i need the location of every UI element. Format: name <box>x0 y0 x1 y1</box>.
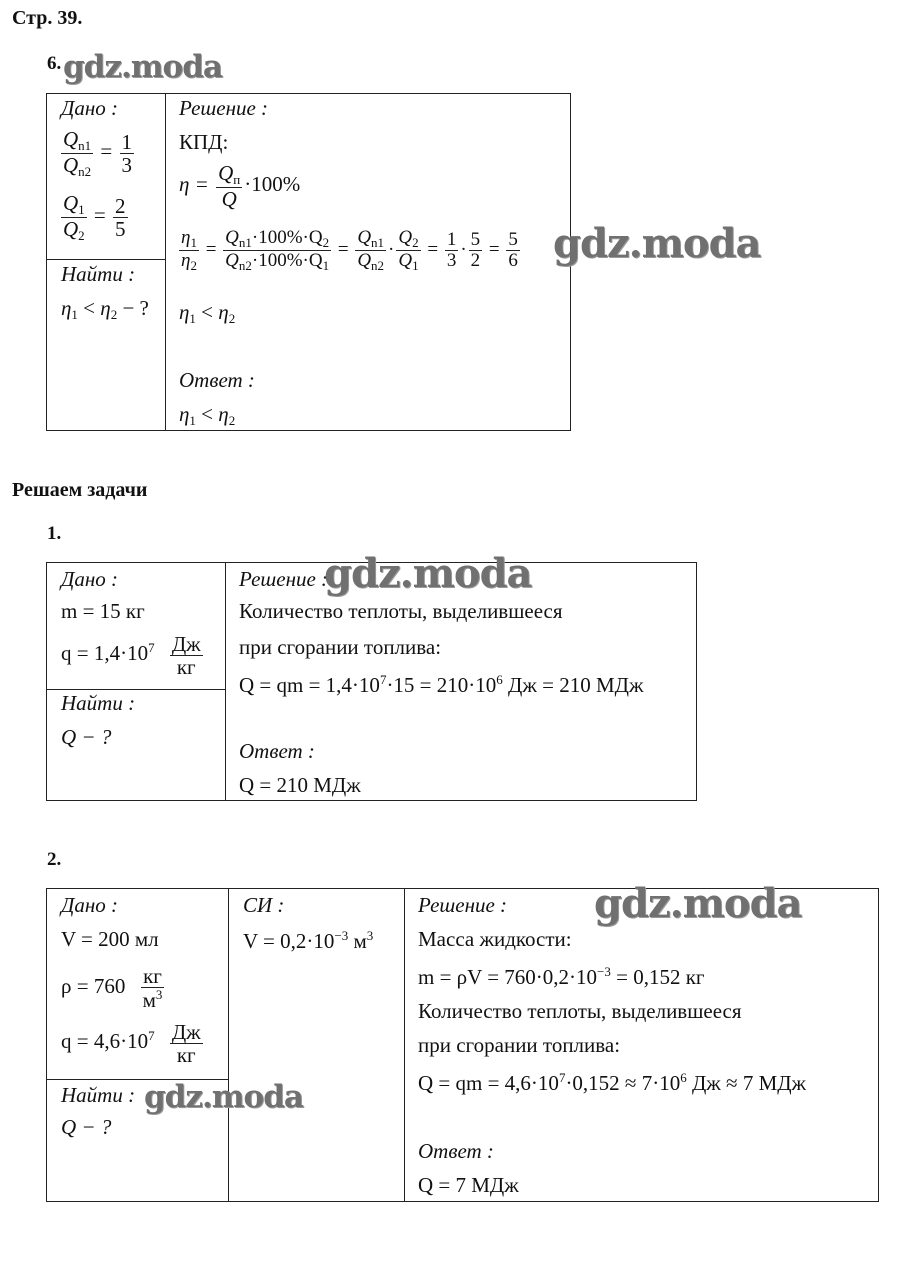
answer-label: Ответ : <box>179 368 255 392</box>
answer-value: Q = 210 МДж <box>239 773 361 797</box>
given-mass: m = 15 кг <box>61 599 145 623</box>
solution-line-1: Количество теплоты, выделившееся <box>418 999 742 1023</box>
page-title: Стр. 39. <box>12 7 83 29</box>
task2-number: 2. <box>47 849 62 870</box>
task1-number: 1. <box>47 523 62 544</box>
given-specific-heat: $q = 4,6\cdot 10^7$ $\frac{Дж}{кг}$ <box>61 1020 201 1068</box>
task6-table <box>46 93 571 431</box>
mass-calculation: $m = \rho V = 760\cdot 0,2\cdot 10^{-3} = 0,152$ кг <box>418 964 705 989</box>
given-ratio-1: $\frac{Q_{n1}}{Q_{n2}}$ = $\frac{1}{3}$ <box>63 127 133 179</box>
comparison-result: $\eta_1 < \eta_2$ <box>179 300 236 326</box>
task2-table <box>46 888 879 1202</box>
task1-table <box>46 562 697 801</box>
given-specific-heat: $q = 1,4\cdot 10^7$ $\frac{Дж}{кг}$ <box>61 632 201 680</box>
kpd-label: КПД: <box>179 130 229 154</box>
given-volume: V = 200 мл <box>61 927 159 951</box>
answer-label: Ответ : <box>418 1139 494 1163</box>
find-label: Найти : <box>61 1083 136 1107</box>
given-ratio-2: $\frac{Q_1}{Q_2}$ = $\frac{2}{5}$ <box>63 191 126 243</box>
given-label: Дано : <box>61 893 119 917</box>
solution-label: Решение : <box>179 96 269 120</box>
solution-line-2: при сгорании топлива: <box>418 1033 621 1057</box>
solution-line-2: при сгорании топлива: <box>239 635 442 659</box>
efficiency-formula: η = $\frac{Q_п}{Q}$ ·100% <box>179 161 301 211</box>
given-density: ρ = 760 $\frac{кг}{м^3}$ <box>61 964 163 1013</box>
solution-label: Решение : <box>239 567 329 591</box>
section-title: Решаем задачи <box>12 479 148 501</box>
heat-calculation: Q = qm = $1,4\cdot 10^7\cdot 15 = 210\cdot 10^6$ Дж = 210 МДж <box>239 672 644 697</box>
find-label: Найти : <box>61 262 136 286</box>
efficiency-ratio-formula: $\frac{\eta_1}{\eta_2}$ = $\frac{Q_{n1}\cdot 100\%\cdot Q_2}{Q_{n2}\cdot 100\%\cdot Q_1}$ = $\frac{Q_{n1}}{Q_{n2}}$ · $\frac{Q_2}{Q_1}$ = $\frac{1}{3}$ · $\frac{5}{2}$ = $\frac{5}{6}$ <box>181 227 518 273</box>
answer-label: Ответ : <box>239 739 315 763</box>
watermark: gdz.moda <box>144 1079 303 1115</box>
solution-line-1: Количество теплоты, выделившееся <box>239 599 563 623</box>
heat-calculation: Q = qm = $4,6\cdot 10^7\cdot 0,152 \approx 7\cdot 10^6$ Дж ≈ 7 МДж <box>418 1070 807 1095</box>
watermark: gdz.moda <box>63 49 222 85</box>
watermark: gdz.moda <box>553 220 761 267</box>
si-value: $V = 0,2\cdot 10^{-3}$ $м^3$ <box>243 928 374 953</box>
find-value: Q − ? <box>61 725 112 749</box>
find-value: Q − ? <box>61 1115 112 1139</box>
find-value: $\eta_1 < \eta_2$ − ? <box>61 296 149 322</box>
answer-value: Q = 7 МДж <box>418 1173 519 1197</box>
given-label: Дано : <box>61 567 119 591</box>
answer-value: $\eta_1 < \eta_2$ <box>179 402 236 428</box>
given-label: Дано : <box>61 96 119 120</box>
watermark: gdz.moda <box>594 880 802 927</box>
mass-label: Масса жидкости: <box>418 927 572 951</box>
watermark: gdz.moda <box>324 550 532 597</box>
task6-number: 6. <box>47 53 62 74</box>
find-label: Найти : <box>61 691 136 715</box>
solution-label: Решение : <box>418 893 508 917</box>
si-label: СИ : <box>243 893 285 917</box>
